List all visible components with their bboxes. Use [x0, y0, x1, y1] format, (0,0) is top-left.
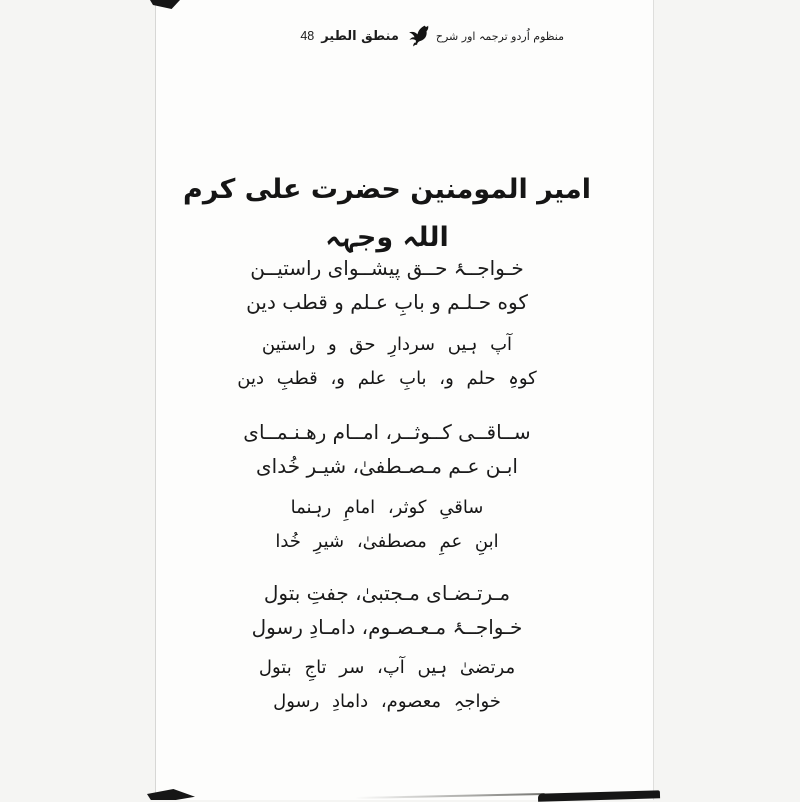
urdu-couplet-1: [156, 328, 618, 396]
book-title: منطق الطیر: [321, 28, 399, 44]
verse-line: مـرتـضـای مـجتبیٰ، جفتِ بتول: [263, 581, 511, 605]
verse-line: ابنِ عمِ مصطفیٰ، شیرِ خُدا: [275, 531, 499, 552]
section-heading: امیر المومنین حضرت علی کرم اللہ وجہہ: [183, 174, 591, 253]
verse-line: کوہِ حلم و، بابِ علم و، قطبِ دین: [237, 368, 537, 389]
book-subtitle: منظوم اُردو ترجمہ اور شرح: [435, 29, 564, 43]
page-right-edge: [653, 0, 654, 800]
verse-line: مرتضیٰ ہیں آپ، سر تاجِ بتول: [258, 657, 516, 678]
verse-line: ســاقــی کــوثــر، امــام رهـنـمــای: [243, 420, 531, 444]
verse-line: ساقیِ کوثر، امامِ رہنما: [290, 497, 484, 518]
poem-text-column: [156, 0, 618, 800]
verse-line: کوه حـلـم و بابِ عـلم و قطب دین: [246, 289, 528, 314]
persian-couplet-3: [156, 577, 618, 644]
verse-line: آپ ہیں سردارِ حق و راستین: [261, 334, 513, 355]
verse-line: خـواجــۂ حــق پیشــوای راستیــن: [250, 256, 524, 280]
page-number: 48: [300, 29, 315, 43]
urdu-couplet-3: [156, 651, 618, 719]
verse-line: ابـن عـم مـصـطفیٰ، شیـر خُدای: [256, 453, 518, 478]
verse-line: خواجہِ معصوم، دامادِ رسول: [273, 691, 501, 712]
persian-couplet-2: [156, 416, 618, 483]
persian-couplet-1: [156, 252, 618, 319]
urdu-couplet-2: [156, 491, 618, 559]
verse-line: خـواجــۂ مـعـصـوم، دامـادِ رسول: [251, 614, 523, 639]
